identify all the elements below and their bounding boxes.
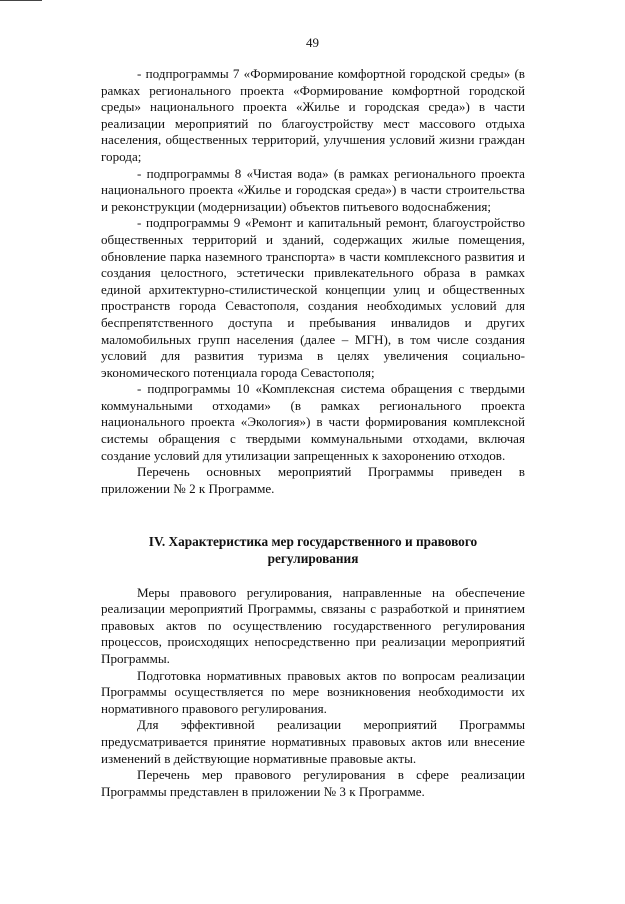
paragraph-subprogram-8: - подпрограммы 8 «Чистая вода» (в рамках регионального проекта национального проекта «Жилье и городская среда») в части строительства и реконструкции (модернизации) объектов питьевого водоснабжения; (101, 165, 525, 214)
paragraph-measures-reference: Перечень мер правового регулирования в сфере реализации Программы представлен в приложении № 3 к Программе. (101, 767, 525, 799)
document-body (101, 66, 525, 800)
paragraph-activities-reference: Перечень основных мероприятий Программы приведен в приложении № 2 к Программе. (101, 464, 525, 496)
paragraph-acts-preparation: Подготовка нормативных правовых актов по вопросам реализации Программы осуществляется по мере возникновения необходимости их нормативного правового регулирования. (101, 667, 525, 716)
section-body (101, 585, 525, 801)
paragraph-subprogram-7: - подпрограммы 7 «Формирование комфортной городской среды» (в рамках регионального проекта «Формирование комфортной городской среды» национального проекта «Жилье и городская среда») в части реализации мероприятий по благоустройству мест массового отдыха населения, общественных территорий, улучшения условий жизни граждан города; (101, 66, 525, 164)
subprogram-list (101, 66, 525, 497)
page-number: 49 (306, 35, 319, 50)
paragraph-subprogram-10: - подпрограммы 10 «Комплексная система обращения с твердыми коммунальными отходами» (в рамках регионального проекта национального проекта «Экология») в части формирования комплексной системы обращения с твердыми коммунальными отходами, включая создание условий для утилизации запрещенных к захоронению отходов. (101, 381, 525, 463)
scan-corner-mark (0, 0, 42, 1)
paragraph-legal-measures: Меры правового регулирования, направленные на обеспечение реализации мероприятий Программы, связаны с разработкой и принятием правовых актов по осуществлению государственного регулирования процессов, происходящих непосредственно при реализации мероприятий Программы. (101, 584, 525, 666)
section-heading: IV. Характеристика мер государственного и правового регулирования (148, 534, 478, 567)
paragraph-subprogram-9: - подпрограммы 9 «Ремонт и капитальный ремонт, благоустройство общественных территорий и зданий, содержащих жилые помещения, обновление парка наземного транспорта» в части комплексного развития и создания целостного, эстетически привлекательного образа в рамках единой архитектурно-стилистической концепции улиц и общественных пространств города Севастополя, создания необходимых условий для беспрепятственного доступа и пребывания инвалидов и других маломобильных групп населения (далее – МГН), в том числе создания условий для развития туризма в целях увеличения социально-экономического потенциала города Севастополя; (101, 215, 525, 380)
paragraph-acts-adoption: Для эффективной реализации мероприятий Программы предусматривается принятие нормативных правовых актов или внесение изменений в действующие нормативные правовые акты. (101, 717, 525, 766)
